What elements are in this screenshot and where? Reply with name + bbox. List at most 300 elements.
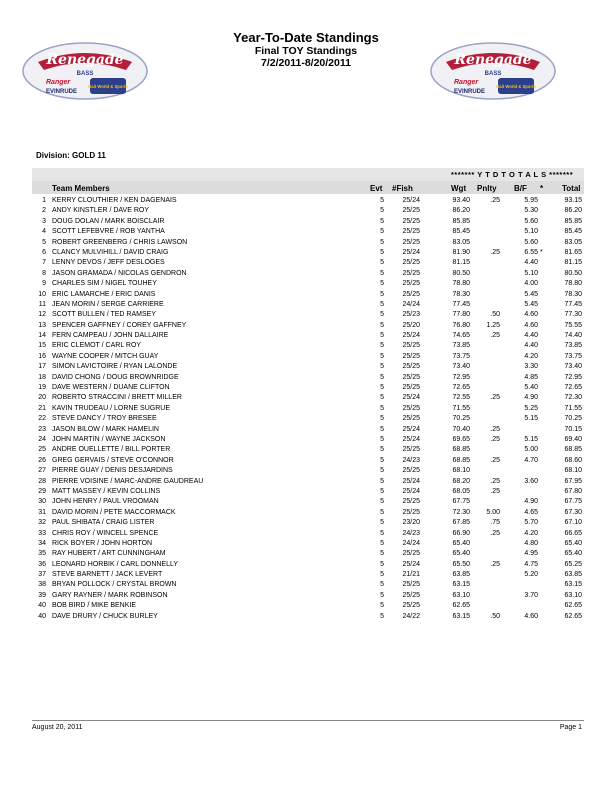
events-cell: 5 bbox=[380, 539, 384, 547]
total-cell: 93.15 bbox=[564, 197, 582, 204]
fish-cell: 25/25 bbox=[402, 415, 420, 423]
weight-cell: 71.55 bbox=[452, 404, 470, 412]
team-cell: ROBERT GREENBERG / CHRIS LAWSON bbox=[52, 238, 188, 246]
events-cell: 5 bbox=[380, 425, 384, 433]
team-cell: ANDY KINSTLER / DAVE ROY bbox=[52, 207, 149, 215]
logo-sponsor-evinrude: EVINRUDE bbox=[454, 89, 486, 95]
rank-cell: 20 bbox=[38, 394, 46, 402]
fish-cell: 25/25 bbox=[402, 269, 420, 277]
col-header-fish: #Fish bbox=[392, 184, 413, 193]
table-row bbox=[32, 196, 584, 206]
weight-cell: 63.10 bbox=[452, 591, 470, 599]
fish-cell: 25/25 bbox=[402, 581, 420, 589]
total-cell: 78.80 bbox=[564, 280, 582, 288]
table-row bbox=[32, 425, 584, 435]
rank-cell: 28 bbox=[38, 477, 46, 485]
weight-cell: 70.40 bbox=[452, 425, 470, 433]
table-row bbox=[32, 248, 584, 258]
fish-cell: 25/24 bbox=[402, 477, 420, 485]
table-row bbox=[32, 279, 584, 289]
fish-cell: 25/25 bbox=[402, 591, 420, 599]
table-row bbox=[32, 300, 584, 310]
team-cell: ERIC LAMARCHE / ERIC DANIS bbox=[52, 290, 156, 298]
total-cell: 73.75 bbox=[564, 352, 582, 360]
fish-cell: 25/25 bbox=[402, 290, 420, 298]
big-fish-cell: 5.45 bbox=[524, 300, 538, 308]
events-cell: 5 bbox=[380, 612, 384, 620]
table-row bbox=[32, 258, 584, 268]
weight-cell: 62.65 bbox=[452, 602, 470, 610]
events-cell: 5 bbox=[380, 519, 384, 527]
col-header-wgt: Wgt bbox=[451, 184, 467, 193]
col-header-bf: B/F bbox=[514, 184, 527, 193]
team-cell: BRYAN POLLOCK / CRYSTAL BROWN bbox=[52, 581, 177, 589]
total-cell: 73.85 bbox=[564, 342, 582, 350]
rank-cell: 5 bbox=[42, 238, 46, 246]
big-fish-cell: 4.20 bbox=[524, 352, 538, 360]
rank-cell: 10 bbox=[38, 290, 46, 298]
events-cell: 5 bbox=[380, 560, 384, 568]
fish-cell: 25/25 bbox=[402, 352, 420, 360]
weight-cell: 66.90 bbox=[452, 529, 470, 537]
fish-cell: 24/23 bbox=[402, 456, 420, 464]
events-cell: 5 bbox=[380, 498, 384, 506]
page-number: Page 1 bbox=[559, 724, 582, 731]
table-row bbox=[32, 393, 584, 403]
events-cell: 5 bbox=[380, 269, 384, 277]
rank-cell: 11 bbox=[38, 300, 46, 308]
team-cell: GREG GERVAIS / STEVE O'CONNOR bbox=[52, 456, 174, 464]
table-row bbox=[32, 331, 584, 341]
col-header-bf-star: * bbox=[540, 184, 544, 193]
fish-cell: 25/25 bbox=[402, 342, 420, 350]
logo-main-text: Renegade bbox=[454, 52, 532, 68]
total-cell: 72.65 bbox=[564, 384, 582, 392]
header-band bbox=[32, 181, 584, 194]
fish-cell: 25/23 bbox=[402, 311, 420, 319]
fish-cell: 25/25 bbox=[402, 280, 420, 288]
team-cell: STEVE BARNETT / JACK LEVERT bbox=[52, 571, 163, 579]
penalty-cell: .25 bbox=[490, 248, 500, 256]
fish-cell: 25/24 bbox=[402, 435, 420, 443]
team-cell: GARY RAYNER / MARK ROBINSON bbox=[52, 591, 168, 599]
big-fish-cell: 3.30 bbox=[524, 363, 538, 371]
team-cell: CHARLES SIM / NIGEL TOUHEY bbox=[52, 280, 157, 288]
events-cell: 5 bbox=[380, 477, 384, 485]
big-fish-cell: 5.00 bbox=[524, 446, 538, 454]
big-fish-cell: 5.20 bbox=[524, 571, 538, 579]
big-fish-cell: 4.60 bbox=[524, 612, 538, 620]
rank-cell: 12 bbox=[38, 311, 46, 319]
penalty-cell: .25 bbox=[490, 477, 500, 485]
weight-cell: 70.25 bbox=[452, 415, 470, 423]
total-cell: 68.60 bbox=[564, 456, 582, 464]
events-cell: 5 bbox=[380, 591, 384, 599]
rank-cell: 16 bbox=[38, 352, 46, 360]
fish-cell: 25/25 bbox=[402, 446, 420, 454]
table-row bbox=[32, 414, 584, 424]
table-row bbox=[32, 466, 584, 476]
rank-cell: 14 bbox=[38, 332, 46, 340]
fish-cell: 25/24 bbox=[402, 197, 420, 204]
team-cell: DAVE WESTERN / DUANE CLIFTON bbox=[52, 384, 170, 392]
fish-cell: 25/25 bbox=[402, 467, 420, 475]
big-fish-cell: 5.95 bbox=[524, 197, 538, 204]
weight-cell: 63.15 bbox=[452, 612, 470, 620]
penalty-cell: 5.00 bbox=[486, 508, 500, 516]
fish-cell: 25/25 bbox=[402, 508, 420, 516]
events-cell: 5 bbox=[380, 550, 384, 558]
logo-sponsor-ranger: Ranger bbox=[454, 79, 479, 86]
total-cell: 80.50 bbox=[564, 269, 582, 277]
logo-sponsor-ranger: Ranger bbox=[46, 79, 71, 86]
penalty-cell: .25 bbox=[490, 560, 500, 568]
table-row bbox=[32, 612, 584, 622]
rank-cell: 8 bbox=[42, 269, 46, 277]
fish-cell: 25/24 bbox=[402, 487, 420, 495]
events-cell: 5 bbox=[380, 508, 384, 516]
rank-cell: 22 bbox=[38, 415, 46, 423]
team-cell: DAVID MORIN / PETE MACCORMACK bbox=[52, 508, 176, 516]
fish-cell: 25/25 bbox=[402, 238, 420, 246]
weight-cell: 69.65 bbox=[452, 435, 470, 443]
table-row bbox=[32, 487, 584, 497]
penalty-cell: .25 bbox=[490, 529, 500, 537]
rank-cell: 37 bbox=[38, 571, 46, 579]
weight-cell: 86.20 bbox=[452, 207, 470, 215]
weight-cell: 76.80 bbox=[452, 321, 470, 329]
big-fish-cell: 6.55 bbox=[524, 248, 538, 256]
total-cell: 72.30 bbox=[564, 394, 582, 402]
ytd-totals-label: ******* Y T D T O T A L S ******* bbox=[450, 170, 574, 179]
events-cell: 5 bbox=[380, 467, 384, 475]
logo-main-text: Renegade bbox=[46, 52, 124, 68]
big-fish-marker: * bbox=[540, 248, 543, 256]
weight-cell: 81.90 bbox=[452, 248, 470, 256]
fish-cell: 25/25 bbox=[402, 259, 420, 267]
fish-cell: 25/25 bbox=[402, 207, 420, 215]
team-cell: SCOTT BULLEN / TED RAMSEY bbox=[52, 311, 156, 319]
table-row bbox=[32, 206, 584, 216]
big-fish-cell: 5.60 bbox=[524, 217, 538, 225]
penalty-cell: .25 bbox=[490, 332, 500, 340]
total-cell: 74.40 bbox=[564, 332, 582, 340]
weight-cell: 72.55 bbox=[452, 394, 470, 402]
big-fish-cell: 4.85 bbox=[524, 373, 538, 381]
total-cell: 67.95 bbox=[564, 477, 582, 485]
fish-cell: 24/24 bbox=[402, 539, 420, 547]
penalty-cell: .25 bbox=[490, 425, 500, 433]
fish-cell: 25/20 bbox=[402, 321, 420, 329]
team-cell: STEVE DANCY / TROY BRESEE bbox=[52, 415, 157, 423]
big-fish-cell: 4.95 bbox=[524, 550, 538, 558]
table-row bbox=[32, 560, 584, 570]
fish-cell: 25/24 bbox=[402, 332, 420, 340]
fish-cell: 25/25 bbox=[402, 373, 420, 381]
penalty-cell: .25 bbox=[490, 394, 500, 402]
big-fish-cell: 4.40 bbox=[524, 342, 538, 350]
weight-cell: 72.30 bbox=[452, 508, 470, 516]
events-cell: 5 bbox=[380, 435, 384, 443]
weight-cell: 93.40 bbox=[452, 197, 470, 204]
table-row bbox=[32, 373, 584, 383]
big-fish-cell: 4.90 bbox=[524, 498, 538, 506]
table-row bbox=[32, 518, 584, 528]
weight-cell: 78.30 bbox=[452, 290, 470, 298]
events-cell: 5 bbox=[380, 300, 384, 308]
table-row bbox=[32, 508, 584, 518]
big-fish-cell: 4.90 bbox=[524, 394, 538, 402]
weight-cell: 68.05 bbox=[452, 487, 470, 495]
total-cell: 81.15 bbox=[564, 259, 582, 267]
logo-sub-text: BASS bbox=[484, 71, 502, 77]
big-fish-cell: 5.30 bbox=[524, 207, 538, 215]
total-cell: 63.15 bbox=[564, 581, 582, 589]
weight-cell: 67.85 bbox=[452, 519, 470, 527]
rank-cell: 4 bbox=[42, 228, 46, 236]
events-cell: 5 bbox=[380, 259, 384, 267]
team-cell: KERRY CLOUTHIER / KEN DAGENAIS bbox=[52, 197, 177, 204]
events-cell: 5 bbox=[380, 404, 384, 412]
total-cell: 70.15 bbox=[564, 425, 582, 433]
rank-cell: 15 bbox=[38, 342, 46, 350]
rank-cell: 40 bbox=[38, 612, 46, 620]
footer-divider bbox=[32, 720, 584, 721]
total-cell: 67.10 bbox=[564, 519, 582, 527]
col-header-evt: Evt bbox=[370, 184, 383, 193]
table-row bbox=[32, 591, 584, 601]
team-cell: SCOTT LEFEBVRE / ROB YANTHA bbox=[52, 228, 165, 236]
table-row bbox=[32, 238, 584, 248]
fish-cell: 25/25 bbox=[402, 404, 420, 412]
total-cell: 73.40 bbox=[564, 363, 582, 371]
rank-cell: 23 bbox=[38, 425, 46, 433]
events-cell: 5 bbox=[380, 197, 384, 204]
rank-cell: 29 bbox=[38, 487, 46, 495]
table-row bbox=[32, 497, 584, 507]
team-cell: DAVID CHONG / DOUG BROWNRIDGE bbox=[52, 373, 179, 381]
weight-cell: 63.15 bbox=[452, 581, 470, 589]
events-cell: 5 bbox=[380, 446, 384, 454]
big-fish-cell: 5.60 bbox=[524, 238, 538, 246]
penalty-cell: .25 bbox=[490, 197, 500, 204]
fish-cell: 24/24 bbox=[402, 300, 420, 308]
total-cell: 78.30 bbox=[564, 290, 582, 298]
team-cell: SIMON LAVICTOIRE / RYAN LALONDE bbox=[52, 363, 178, 371]
fish-cell: 25/24 bbox=[402, 248, 420, 256]
rank-cell: 1 bbox=[42, 197, 46, 204]
big-fish-cell: 4.70 bbox=[524, 456, 538, 464]
events-cell: 5 bbox=[380, 384, 384, 392]
fish-cell: 25/25 bbox=[402, 602, 420, 610]
total-cell: 66.65 bbox=[564, 529, 582, 537]
table-body bbox=[32, 196, 584, 622]
rank-cell: 17 bbox=[38, 363, 46, 371]
events-cell: 5 bbox=[380, 487, 384, 495]
events-cell: 5 bbox=[380, 280, 384, 288]
big-fish-cell: 4.65 bbox=[524, 508, 538, 516]
weight-cell: 68.10 bbox=[452, 467, 470, 475]
total-cell: 62.65 bbox=[564, 612, 582, 620]
fish-cell: 24/23 bbox=[402, 529, 420, 537]
weight-cell: 78.80 bbox=[452, 280, 470, 288]
big-fish-cell: 5.15 bbox=[524, 415, 538, 423]
rank-cell: 25 bbox=[38, 446, 46, 454]
penalty-cell: .25 bbox=[490, 456, 500, 464]
team-cell: JASON BILOW / MARK HAMELIN bbox=[52, 425, 159, 433]
events-cell: 5 bbox=[380, 248, 384, 256]
penalty-cell: .25 bbox=[490, 487, 500, 495]
team-cell: RAY HUBERT / ART CUNNINGHAM bbox=[52, 550, 166, 558]
rank-cell: 33 bbox=[38, 529, 46, 537]
team-cell: LEONARD HORBIK / CARL DONNELLY bbox=[52, 560, 179, 568]
total-cell: 63.10 bbox=[564, 591, 582, 599]
logo-sub-text: BASS bbox=[76, 71, 94, 77]
weight-cell: 77.80 bbox=[452, 311, 470, 319]
rank-cell: 13 bbox=[38, 321, 46, 329]
table-row bbox=[32, 580, 584, 590]
weight-cell: 72.95 bbox=[452, 373, 470, 381]
rank-cell: 40 bbox=[38, 602, 46, 610]
fish-cell: 25/25 bbox=[402, 498, 420, 506]
rank-cell: 34 bbox=[38, 539, 46, 547]
rank-cell: 30 bbox=[38, 498, 46, 506]
rank-cell: 24 bbox=[38, 435, 46, 443]
big-fish-cell: 4.80 bbox=[524, 539, 538, 547]
events-cell: 5 bbox=[380, 602, 384, 610]
table-row bbox=[32, 477, 584, 487]
team-cell: CHRIS ROY / WINCELL SPENCE bbox=[52, 529, 159, 537]
table-row bbox=[32, 445, 584, 455]
events-cell: 5 bbox=[380, 342, 384, 350]
big-fish-cell: 5.45 bbox=[524, 290, 538, 298]
fish-cell: 21/21 bbox=[402, 571, 420, 579]
big-fish-cell: 5.25 bbox=[524, 404, 538, 412]
team-cell: JASON GRAMADA / NICOLAS GENDRON bbox=[52, 269, 187, 277]
rank-cell: 18 bbox=[38, 373, 46, 381]
rank-cell: 9 bbox=[42, 280, 46, 288]
penalty-cell: .75 bbox=[490, 519, 500, 527]
fish-cell: 24/22 bbox=[402, 612, 420, 620]
team-cell: RICK BOYER / JOHN HORTON bbox=[52, 539, 153, 547]
total-cell: 83.05 bbox=[564, 238, 582, 246]
weight-cell: 68.85 bbox=[452, 456, 470, 464]
penalty-cell: .50 bbox=[490, 311, 500, 319]
total-cell: 75.55 bbox=[564, 321, 582, 329]
rank-cell: 3 bbox=[42, 217, 46, 225]
team-cell: DAVE DRURY / CHUCK BURLEY bbox=[52, 612, 158, 620]
team-cell: ROBERTO STRACCINI / BRETT MILLER bbox=[52, 394, 182, 402]
team-cell: PAUL SHIBATA / CRAIG LISTER bbox=[52, 519, 155, 527]
table-row bbox=[32, 404, 584, 414]
penalty-cell: .25 bbox=[490, 435, 500, 443]
big-fish-cell: 5.70 bbox=[524, 519, 538, 527]
weight-cell: 65.40 bbox=[452, 539, 470, 547]
fish-cell: 25/24 bbox=[402, 425, 420, 433]
events-cell: 5 bbox=[380, 321, 384, 329]
weight-cell: 80.50 bbox=[452, 269, 470, 277]
table-row bbox=[32, 227, 584, 237]
team-cell: KAVIN TRUDEAU / LORNE SUGRUE bbox=[52, 404, 170, 412]
rank-cell: 2 bbox=[42, 207, 46, 215]
total-cell: 81.65 bbox=[564, 248, 582, 256]
events-cell: 5 bbox=[380, 352, 384, 360]
fish-cell: 25/24 bbox=[402, 560, 420, 568]
fish-cell: 25/25 bbox=[402, 217, 420, 225]
big-fish-cell: 4.40 bbox=[524, 332, 538, 340]
table-row bbox=[32, 435, 584, 445]
table-row bbox=[32, 321, 584, 331]
weight-cell: 85.85 bbox=[452, 217, 470, 225]
logo-sponsor-baitworld: Bait World & Sports bbox=[88, 84, 128, 89]
events-cell: 5 bbox=[380, 290, 384, 298]
table-row bbox=[32, 549, 584, 559]
total-cell: 85.45 bbox=[564, 228, 582, 236]
total-cell: 65.40 bbox=[564, 539, 582, 547]
total-cell: 65.40 bbox=[564, 550, 582, 558]
col-header-total: Total bbox=[562, 184, 581, 193]
table-row bbox=[32, 290, 584, 300]
table-row bbox=[32, 570, 584, 580]
big-fish-cell: 5.40 bbox=[524, 384, 538, 392]
events-cell: 5 bbox=[380, 207, 384, 215]
weight-cell: 68.20 bbox=[452, 477, 470, 485]
rank-cell: 32 bbox=[38, 519, 46, 527]
team-cell: JOHN HENRY / PAUL VROOMAN bbox=[52, 498, 159, 506]
events-cell: 5 bbox=[380, 238, 384, 246]
rank-cell: 19 bbox=[38, 384, 46, 392]
total-cell: 62.65 bbox=[564, 602, 582, 610]
team-cell: PIERRE VOISINE / MARC-ANDRE GAUDREAU bbox=[52, 477, 204, 485]
fish-cell: 25/25 bbox=[402, 384, 420, 392]
rank-cell: 27 bbox=[38, 467, 46, 475]
table-row bbox=[32, 601, 584, 611]
big-fish-cell: 5.10 bbox=[524, 228, 538, 236]
rank-cell: 31 bbox=[38, 508, 46, 516]
events-cell: 5 bbox=[380, 228, 384, 236]
col-header-penalty: Pnlty bbox=[477, 184, 497, 193]
table-row bbox=[32, 341, 584, 351]
logo-sponsor-baitworld: Bait World & Sports bbox=[496, 84, 536, 89]
table-row bbox=[32, 383, 584, 393]
total-cell: 68.85 bbox=[564, 446, 582, 454]
weight-cell: 74.65 bbox=[452, 332, 470, 340]
penalty-cell: .50 bbox=[490, 612, 500, 620]
title-block bbox=[0, 30, 612, 69]
weight-cell: 68.85 bbox=[452, 446, 470, 454]
events-cell: 5 bbox=[380, 581, 384, 589]
weight-cell: 81.15 bbox=[452, 259, 470, 267]
team-cell: SPENCER GAFFNEY / COREY GAFFNEY bbox=[52, 321, 187, 329]
rank-cell: 7 bbox=[42, 259, 46, 267]
team-cell: LENNY DEVOS / JEFF DESLOGES bbox=[52, 259, 165, 267]
total-cell: 72.95 bbox=[564, 373, 582, 381]
rank-cell: 39 bbox=[38, 591, 46, 599]
rank-cell: 26 bbox=[38, 456, 46, 464]
events-cell: 5 bbox=[380, 332, 384, 340]
table-row bbox=[32, 456, 584, 466]
weight-cell: 83.05 bbox=[452, 238, 470, 246]
footer-date: August 20, 2011 bbox=[32, 724, 83, 731]
total-cell: 69.40 bbox=[564, 435, 582, 443]
rank-cell: 6 bbox=[42, 248, 46, 256]
team-cell: PIERRE GUAY / DENIS DESJARDINS bbox=[52, 467, 173, 475]
events-cell: 5 bbox=[380, 394, 384, 402]
date-range: 7/2/2011-8/20/2011 bbox=[261, 57, 351, 69]
page-subtitle: Final TOY Standings bbox=[254, 45, 358, 57]
table-row bbox=[32, 310, 584, 320]
table-row bbox=[32, 217, 584, 227]
